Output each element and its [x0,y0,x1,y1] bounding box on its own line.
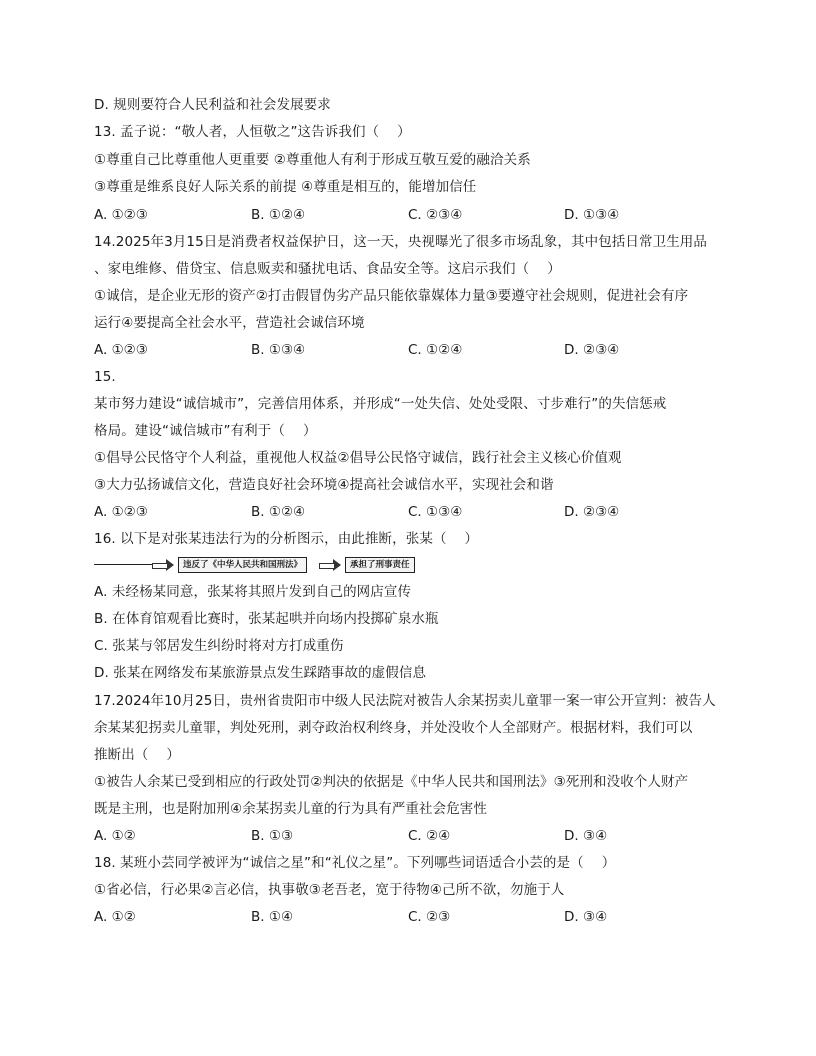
q15-option-d: D. ②③④ [564,504,620,520]
q16-option-a: A. 未经杨某同意，张某将其照片发到自己的网店宣传 [94,584,412,600]
q14-option-d: D. ②③④ [564,342,620,358]
flow-start-line [94,564,154,565]
arrow-icon [166,559,174,571]
q13-option-d: D. ①③④ [564,207,620,223]
q17-option-a: A. ①② [94,828,136,844]
q15-options [94,503,734,521]
q17-option-c: C. ②④ [408,828,451,844]
q18-option-c: C. ②③ [408,909,451,925]
flow-box-violation: 违反了《中华人民共和国刑法》 [178,557,307,573]
q13-option-a: A. ①②③ [94,207,148,223]
q17-options [94,827,734,845]
q17-statement-1: ①被告人余某已受到相应的行政处罚②判决的依据是《中华人民共和国刑法》③死刑和没收个人财产 [94,774,689,790]
q15-number: 15. [94,369,116,385]
q18-statement-1: ①省必信，行必果②言必信，执事敬③老吾老，宽于待物④己所不欲，勿施于人 [94,882,565,898]
q14-stem-2: 、家电维修、借贷宝、信息贩卖和骚扰电话、食品安全等。这启示我们（ ） [94,261,561,277]
arrow-icon [333,559,341,571]
q14-option-a: A. ①②③ [94,342,148,358]
q17-statement-2: 既是主刑，也是附加刑④余某拐卖儿童的行为具有严重社会危害性 [94,801,488,817]
flow-box-liability: 承担了刑事责任 [345,557,415,573]
q13-option-c: C. ②③④ [408,207,463,223]
q15-stem-1: 某市努力建设“诚信城市”，完善信用体系，并形成“一处失信、处处受限、寸步难行”的失信惩戒 [94,396,667,412]
q17-stem-3: 推断出（ ） [94,747,180,763]
q13-options [94,206,734,224]
q15-statement-1: ①倡导公民恪守个人利益，重视他人权益②倡导公民恪守诚信，践行社会主义核心价值观 [94,450,622,466]
q16-flow-diagram [94,557,410,573]
q15-option-c: C. ①③④ [408,504,463,520]
q16-option-d: D. 张某在网络发布某旅游景点发生踩踏事故的虚假信息 [94,665,427,681]
q18-option-a: A. ①② [94,909,136,925]
q17-stem-1: 17.2024年10月25日，贵州省贵阳市中级人民法院对被告人余某拐卖儿童罪一案一审公开宣判：被告人 [94,693,716,709]
q14-stem-1: 14.2025年3月15日是消费者权益保护日，这一天，央视曝光了很多市场乱象，其中包括日常卫生用品 [94,234,707,250]
q13-statement-2: ③尊重是维系良好人际关系的前提 ④尊重是相互的，能增加信任 [94,179,477,195]
q16-stem: 16. 以下是对张某违法行为的分析图示，由此推断，张某（ ） [94,531,479,547]
q18-stem: 18. 某班小芸同学被评为“诚信之星”和“礼仪之星”。下列哪些词语适合小芸的是（ ） [94,855,616,871]
q15-option-b: B. ①②④ [251,504,306,520]
q17-option-d: D. ③④ [564,828,608,844]
q14-option-b: B. ①③④ [251,342,306,358]
q16-option-b: B. 在体育馆观看比赛时，张某起哄并向场内投掷矿泉水瓶 [94,611,439,627]
q17-option-b: B. ①③ [251,828,294,844]
q18-option-d: D. ③④ [564,909,608,925]
q17-stem-2: 余某某犯拐卖儿童罪，判处死刑，剥夺政治权利终身，并处没收个人全部财产。根据材料，我们可以 [94,720,693,736]
q12-option-d: D. 规则要符合人民利益和社会发展要求 [94,97,331,113]
q15-stem-2: 格局。建设“诚信城市”有利于（ ） [94,423,317,439]
q13-statement-1: ①尊重自己比尊重他人更重要 ②尊重他人有利于形成互敬互爱的融洽关系 [94,152,531,168]
q16-option-c: C. 张某与邻居发生纠纷时将对方打成重伤 [94,638,344,654]
q13-stem: 13. 孟子说：“敬人者，人恒敬之”这告诉我们（ ） [94,124,411,140]
q14-statement-1: ①诚信，是企业无形的资产②打击假冒伪劣产品只能依靠媒体力量③要遵守社会规则，促进社会有序 [94,288,689,304]
q18-options [94,908,734,926]
q18-option-b: B. ①④ [251,909,294,925]
q15-option-a: A. ①②③ [94,504,148,520]
q15-statement-2: ③大力弘扬诚信文化，营造良好社会环境④提高社会诚信水平，实现社会和谐 [94,477,554,493]
q14-statement-2: 运行④要提高全社会水平，营造社会诚信环境 [94,315,365,331]
q14-option-c: C. ①②④ [408,342,463,358]
q14-options [94,341,734,359]
q13-option-b: B. ①②④ [251,207,306,223]
